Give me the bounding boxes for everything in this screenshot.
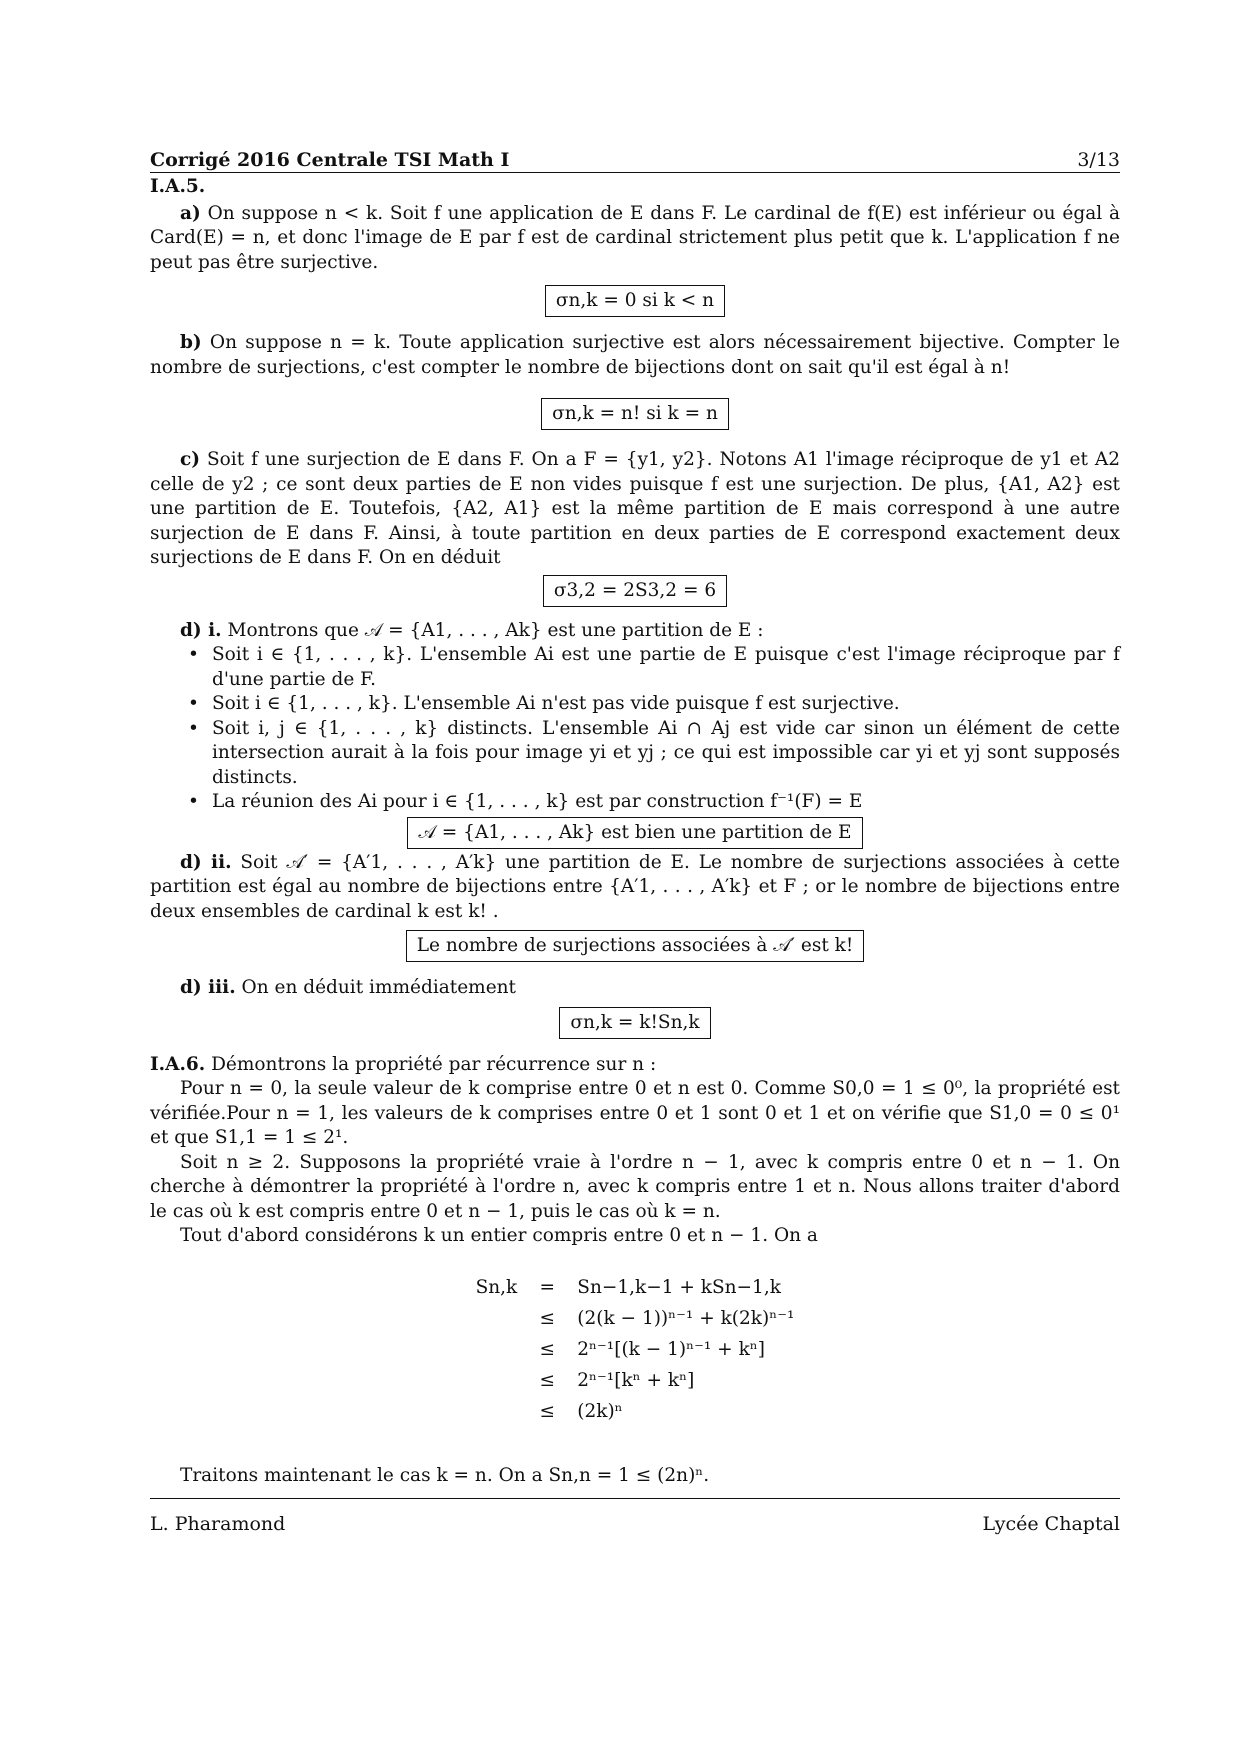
equation-rhs: (2k)ⁿ [577,1400,623,1422]
equation-relation: ≤ [539,1400,556,1422]
equation-rhs: 2ⁿ⁻¹[kⁿ + kⁿ] [577,1369,695,1391]
result-box-d-iii-wrap [150,1007,1120,1039]
equation-rhs: (2(k − 1))ⁿ⁻¹ + k(2k)ⁿ⁻¹ [577,1307,795,1329]
text-a: On suppose n < k. Soit f une application de E dans F. Le cardinal de f(E) est inférieur ou égal à Card(E) = n, et donc l'image de E par f est de cardinal strictement plus petit que k. L'application f ne peut pas être surjective. [150,202,1120,273]
label-d-iii: d) iii. [180,977,236,998]
text-ia6-intro: Démontrons la propriété par récurrence sur n : [211,1053,657,1075]
equation-row [476,1304,795,1333]
page-number: 3/13 [1077,149,1120,171]
label-b: b) [180,332,202,353]
equation-lhs: Sn,k [475,1276,518,1298]
equation-relation: = [539,1276,556,1298]
label-a: a) [180,202,201,224]
label-c: c) [180,449,201,470]
equation-relation: ≤ [539,1307,556,1329]
equation-rhs: 2ⁿ⁻¹[(k − 1)ⁿ⁻¹ + kⁿ] [577,1338,765,1360]
page-header [150,150,1120,173]
paragraph-ia6-case: Tout d'abord considérons k un entier compris entre 0 et n − 1. On a [180,1225,818,1246]
result-box-c-wrap [150,575,1120,607]
paragraph-ia6-base: Pour n = 0, la seule valeur de k comprise entre 0 et n est 0. Comme S0,0 = 1 ≤ 0⁰, la propriété est vérifiée.Pour n = 1, les valeurs de k comprises entre 0 et 1 sont 0 et 1 et on vérifie que S1,0 = 0 ≤ 0¹ et que S1,1 = 1 ≤ 2¹. [150,1078,1120,1148]
result-box-c: σ3,2 = 2S3,2 = 6 [543,575,727,607]
label-d-ii: d) ii. [180,851,232,873]
document-title: Corrigé 2016 Centrale TSI Math I [150,149,510,171]
result-box-a-wrap [150,285,1120,317]
equation-row [476,1366,795,1395]
bullet-list-d-i [150,643,1120,815]
paragraph-b [150,331,1120,380]
page-footer [150,1498,1120,1535]
section-heading-ia5: I.A.5. [150,176,206,197]
result-box-d-i-wrap [150,817,1120,849]
footer-school: Lycée Chaptal [982,1513,1120,1535]
page-body [150,150,1120,1488]
list-item: • Soit i ∈ {1, . . . , k}. L'ensemble Ai n'est pas vide puisque f est surjective. [212,692,1120,717]
inequality-chain [474,1271,797,1428]
text-b: On suppose n = k. Toute application surjective est alors nécessairement bijective. Compter le nombre de surjections, c'est compter le nombre de bijections dont on sait qu'il est égal à n! [150,332,1120,378]
paragraph-d-iii [150,976,1120,1001]
equation-relation: ≤ [539,1338,556,1360]
paragraph-ia6-induction: Soit n ≥ 2. Supposons la propriété vraie à l'ordre n − 1, avec k compris entre 0 et n − 1. On cherche à démontrer la propriété à l'ordre n, avec k compris entre 1 et n. Nous allons traiter d'abord le cas où k est compris entre 0 et n − 1, puis le cas où k = n. [150,1151,1120,1222]
equation-row [476,1273,795,1302]
equation-relation: ≤ [539,1369,556,1391]
result-box-b-wrap [150,398,1120,430]
result-box-d-iii: σn,k = k!Sn,k [559,1007,710,1039]
text-d-iii: On en déduit immédiatement [241,977,516,998]
result-box-d-i: 𝒜 = {A1, . . . , Ak} est bien une partition de E [407,817,862,849]
result-box-b: σn,k = n! si k = n [541,398,729,430]
result-box-d-ii: Le nombre de surjections associées à 𝒜′ est k! [406,930,865,962]
list-item: • Soit i ∈ {1, . . . , k}. L'ensemble Ai est une partie de E puisque c'est l'image réciproque par f d'une partie de F. [212,643,1120,692]
label-d-i: d) i. [180,619,222,641]
text-d-ii: Soit 𝒜′ = {A′1, . . . , A′k} une partition de E. Le nombre de surjections associées à cette partition est égal au nombre de bijections entre {A′1, . . . , A′k} et F ; or le nombre de bijections entre deux ensembles de cardinal k est k! . [150,851,1120,922]
paragraph-ia6-final: Traitons maintenant le cas k = n. On a Sn,n = 1 ≤ (2n)ⁿ. [180,1464,710,1486]
paragraph-c [150,448,1120,571]
text-c: Soit f une surjection de E dans F. On a F = {y1, y2}. Notons A1 l'image réciproque de y1 et A2 celle de y2 ; ce sont deux parties de E non vides puisque f est une surjection. De plus, {A1, A2} est une partition de E. Toutefois, {A2, A1} est la même partition de E mais correspond à une autre surjection de E dans F. Ainsi, à toute partition en deux parties de E correspond exactement deux surjections de E dans F. On en déduit [150,449,1120,568]
paragraph-ia6-intro [150,1053,1120,1078]
list-item: • Soit i, j ∈ {1, . . . , k} distincts. L'ensemble Ai ∩ Aj est vide car sinon un élément de cette intersection aurait à la fois pour image yi et yj ; ce qui est impossible car yi et yj sont supposés distincts. [212,717,1120,791]
paragraph-a [150,202,1120,276]
list-item: • La réunion des Ai pour i ∈ {1, . . . , k} est par construction f⁻¹(F) = E [212,790,1120,815]
result-box-a: σn,k = 0 si k < n [545,285,725,317]
section-heading-ia6: I.A.6. [150,1053,206,1075]
equation-row [476,1335,795,1364]
text-d-i: Montrons que 𝒜 = {A1, . . . , Ak} est une partition de E : [227,619,764,641]
paragraph-d-ii [150,851,1120,925]
paragraph-d-i [150,619,1120,644]
footer-author: L. Pharamond [150,1513,286,1535]
equation-row [476,1397,795,1426]
result-box-d-ii-wrap [150,930,1120,962]
equation-rhs: Sn−1,k−1 + kSn−1,k [577,1276,781,1298]
